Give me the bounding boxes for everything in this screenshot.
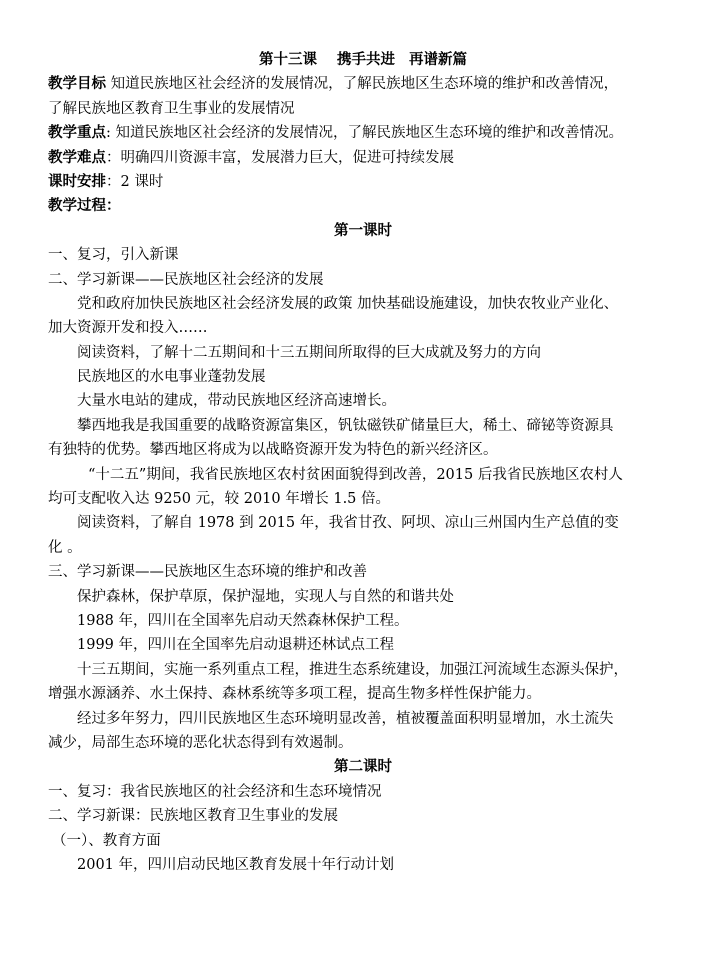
paragraph-13th-plan-cont: 增强水源涵养、水土保持、森林系统等多项工程，提高生物多样性保护能力。 xyxy=(48,686,541,703)
lesson-title xyxy=(48,48,678,72)
paragraph-hydro: 民族地区的水电事业蓬勃发展 xyxy=(77,369,266,386)
paragraph-improvement-cont: 减少，局部生态环境的恶化状态得到有效遏制。 xyxy=(48,734,353,751)
paragraph-1988: 1988 年，四川在全国率先启动天然森林保护工程。 xyxy=(77,612,409,629)
paragraph-income: “十二五”期间，我省民族地区农村贫困面貌得到改善，2015 后我省民族地区农村人 xyxy=(88,466,623,483)
paragraph-hydro-stations: 大量水电站的建成，带动民族地区经济高速增长。 xyxy=(77,393,396,410)
key-points-label: 教学重点 xyxy=(48,124,106,142)
lesson-1-item-2: 二、学习新课——民族地区社会经济的发展 xyxy=(48,271,324,288)
teaching-goal-label: 教学目标 xyxy=(48,75,106,93)
schedule-label: 课时安排 xyxy=(48,172,106,190)
paragraph-reading-1: 阅读资料，了解十二五期间和十三五期间所取得的巨大成就及努力的方向 xyxy=(77,344,541,361)
lesson-1-item-1: 一、复习，引入新课 xyxy=(48,247,179,264)
paragraph-income-cont: 均可支配收入达 9250 元，较 2010 年增长 1.5 倍。 xyxy=(48,491,391,508)
lesson-number: 第十三课 xyxy=(259,51,317,68)
teaching-process-label: 教学过程： xyxy=(48,197,121,215)
class-schedule xyxy=(48,170,678,194)
lesson-2-subsection: （一）、教育方面 xyxy=(52,832,161,849)
difficulty-label: 教学难点 xyxy=(48,148,106,166)
paragraph-panxi: 攀西地我是我国重要的战略资源富集区，钒钛磁铁矿储量巨大，稀土、碲铋等资源具 xyxy=(77,417,614,434)
paragraph-protection: 保护森林，保护草原，保护湿地，实现人与自然的和谐共处 xyxy=(77,588,454,605)
paragraph-improvement: 经过多年努力，四川民族地区生态环境明显改善，植被覆盖面积明显增加，水土流失 xyxy=(77,710,614,727)
paragraph-13th-plan: 十三五期间，实施一系列重点工程，推进生态系统建设，加强江河流域生态源头保护， xyxy=(77,661,628,678)
paragraph-policy: 党和政府加快民族地区社会经济发展的政策 加快基础设施建设，加快农牧业产业化、 xyxy=(77,295,619,312)
paragraph-panxi-cont: 有独特的优势。攀西地区将成为以战略资源开发为特色的新兴经济区。 xyxy=(48,442,498,459)
paragraph-policy-cont: 加大资源开发和投入…… xyxy=(48,320,208,337)
title-part-1: 携手共进 xyxy=(337,51,395,68)
key-points-text: : 知道民族地区社会经济的发展情况，了解民族地区生态环境的维护和改善情况。 xyxy=(106,125,623,142)
lesson-1-heading: 第一课时 xyxy=(334,221,392,239)
schedule-text: ：2 课时 xyxy=(106,173,164,190)
teaching-goal-cont: 了解民族地区教育卫生事业的发展情况 xyxy=(48,100,295,117)
lesson-1-item-3: 三、学习新课——民族地区生态环境的维护和改善 xyxy=(48,564,367,581)
lesson-2-heading: 第二课时 xyxy=(334,758,392,776)
paragraph-reading-2-cont: 化 。 xyxy=(48,539,82,556)
document-page xyxy=(48,48,678,877)
title-part-2: 再谱新篇 xyxy=(409,51,467,68)
teaching-key-points xyxy=(48,121,678,145)
difficulty-text: ：明确四川资源丰富，发展潜力巨大，促进可持续发展 xyxy=(106,149,454,166)
paragraph-1999: 1999 年，四川在全国率先启动退耕还林试点工程 xyxy=(77,637,395,654)
paragraph-reading-2: 阅读资料，了解自 1978 到 2015 年，我省甘孜、阿坝、凉山三州国内生产总值的变 xyxy=(77,515,619,532)
teaching-difficulty xyxy=(48,146,678,170)
lesson-2-item-2: 二、学习新课：民族地区教育卫生事业的发展 xyxy=(48,808,338,825)
lesson-2-item-1: 一、复习：我省民族地区的社会经济和生态环境情况 xyxy=(48,783,382,800)
paragraph-2001: 2001 年，四川启动民地区教育发展十年行动计划 xyxy=(77,856,395,873)
teaching-goal-text: 知道民族地区社会经济的发展情况，了解民族地区生态环境的维护和改善情况， xyxy=(106,76,619,93)
teaching-goal xyxy=(48,72,678,96)
